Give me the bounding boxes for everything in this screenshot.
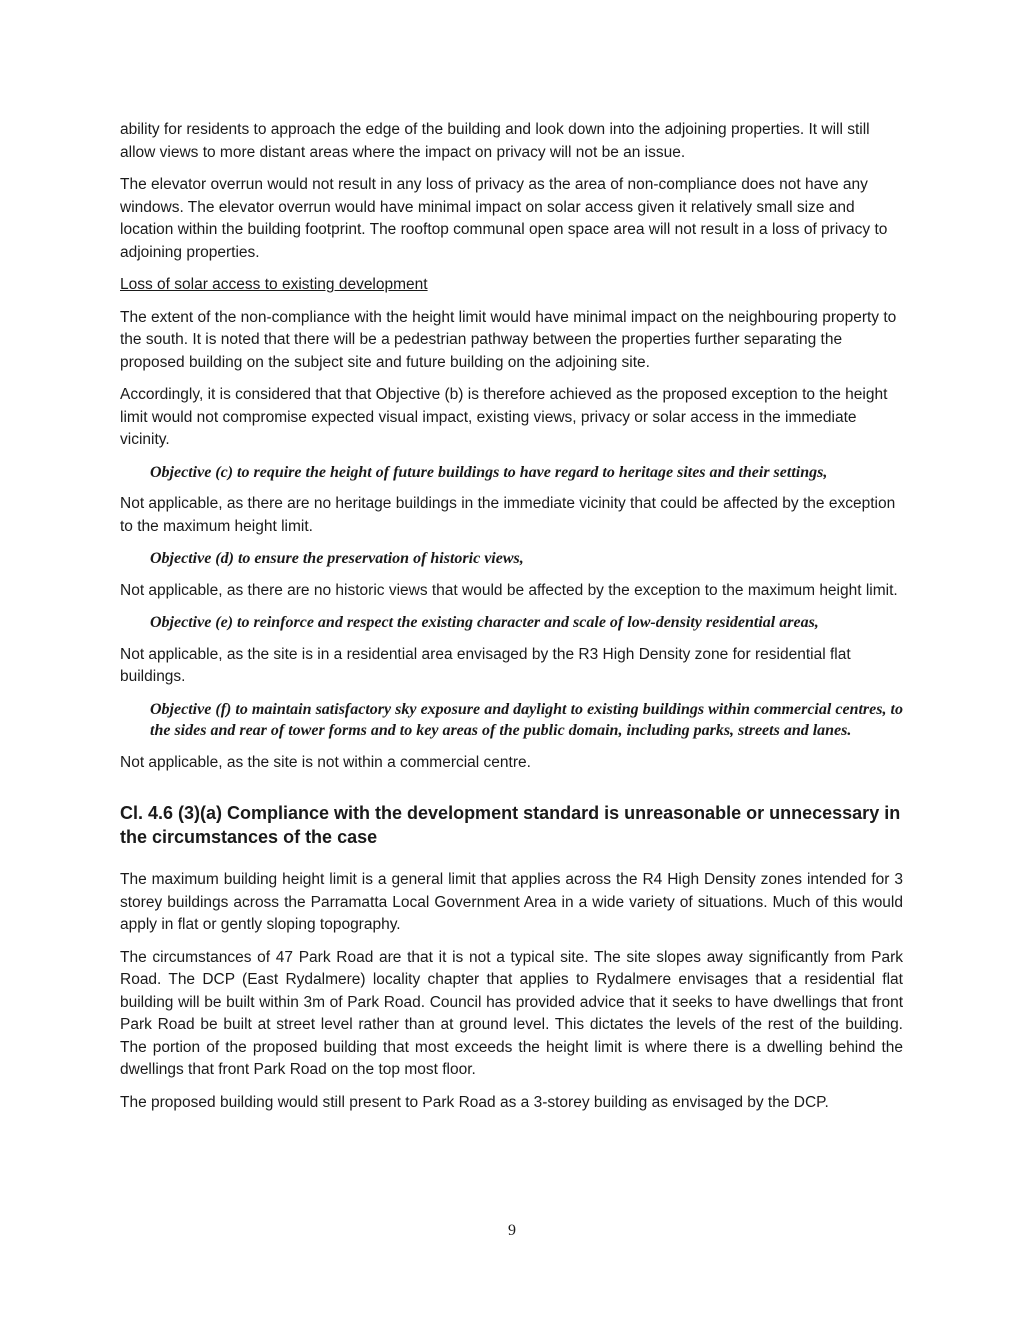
paragraph-objective-d-response: Not applicable, as there are no historic views that would be affected by the exception to the maximum height limit. bbox=[120, 581, 898, 599]
paragraph-site-circumstances: The circumstances of 47 Park Road are that it is not a typical site. The site slopes away significantly from Park Road. The DCP (East Rydalmere) locality chapter that applies to Rydalmere envisages that a residential flat building will be built within 3m of Park Road. Council has provided advice that it seeks to have dwellings that front Park Road be built at street level rather than at ground level. This dictates the levels of the rest of the building. The portion of the proposed building that most exceeds the height limit is where there is a dwelling behind the dwellings that front Park Road on the top most floor. bbox=[120, 948, 903, 1078]
paragraph-non-compliance-extent: The extent of the non-compliance with the height limit would have minimal impact on the neighbouring property to the south. It is noted that there will be a pedestrian pathway between the properties further separating the proposed building on the subject site and future building on the adjoining site. bbox=[120, 308, 897, 371]
paragraph-elevator-overrun: The elevator overrun would not result in any loss of privacy as the area of non-compliance does not have any windows. The elevator overrun would have minimal impact on solar access given it relatively small size and location within the building footprint. The rooftop communal open space area will not result in a loss of privacy to adjoining properties. bbox=[120, 176, 888, 261]
subheading-solar-access: Loss of solar access to existing development bbox=[120, 276, 428, 293]
paragraph-objective-c-response: Not applicable, as there are no heritage buildings in the immediate vicinity that could be affected by the exception to the maximum height limit. bbox=[120, 495, 896, 535]
paragraph-three-storey-presentation: The proposed building would still present to Park Road as a 3-storey building as envisaged by the DCP. bbox=[120, 1093, 829, 1111]
paragraph-objective-b-conclusion: Accordingly, it is considered that that Objective (b) is therefore achieved as the proposed exception to the height limit would not compromise expected visual impact, existing views, privacy or solar access in the immediate vicinity. bbox=[120, 386, 888, 448]
objective-c: Objective (c) to require the height of future buildings to have regard to heritage sites and their settings, bbox=[150, 463, 828, 481]
paragraph-privacy-views: ability for residents to approach the edge of the building and look down into the adjoining properties. It will still allow views to more distant areas where the impact on privacy will not be an issue. bbox=[120, 121, 870, 161]
objective-d: Objective (d) to ensure the preservation of historic views, bbox=[150, 550, 524, 567]
section-heading-cl-4-6: Cl. 4.6 (3)(a) Compliance with the development standard is unreasonable or unnecessary in the circumstances of the case bbox=[120, 803, 901, 847]
objective-e: Objective (e) to reinforce and respect the existing character and scale of low-density residential areas, bbox=[150, 614, 819, 631]
page-number: 9 bbox=[508, 1222, 516, 1239]
document-page bbox=[120, 119, 903, 1124]
paragraph-objective-f-response: Not applicable, as the site is not within a commercial centre. bbox=[120, 753, 531, 771]
objective-f: Objective (f) to maintain satisfactory sky exposure and daylight to existing buildings within commercial centres, to the sides and rear of tower forms and to key areas of the public domain, including parks, streets and lanes. bbox=[150, 700, 903, 739]
paragraph-height-limit-general: The maximum building height limit is a general limit that applies across the R4 High Density zones intended for 3 storey buildings across the Parramatta Local Government Area in a wide variety of situations. Much of this would apply in flat or gently sloping topography. bbox=[120, 871, 903, 933]
paragraph-objective-e-response: Not applicable, as the site is in a residential area envisaged by the R3 High Density zone for residential flat buildings. bbox=[120, 645, 851, 685]
